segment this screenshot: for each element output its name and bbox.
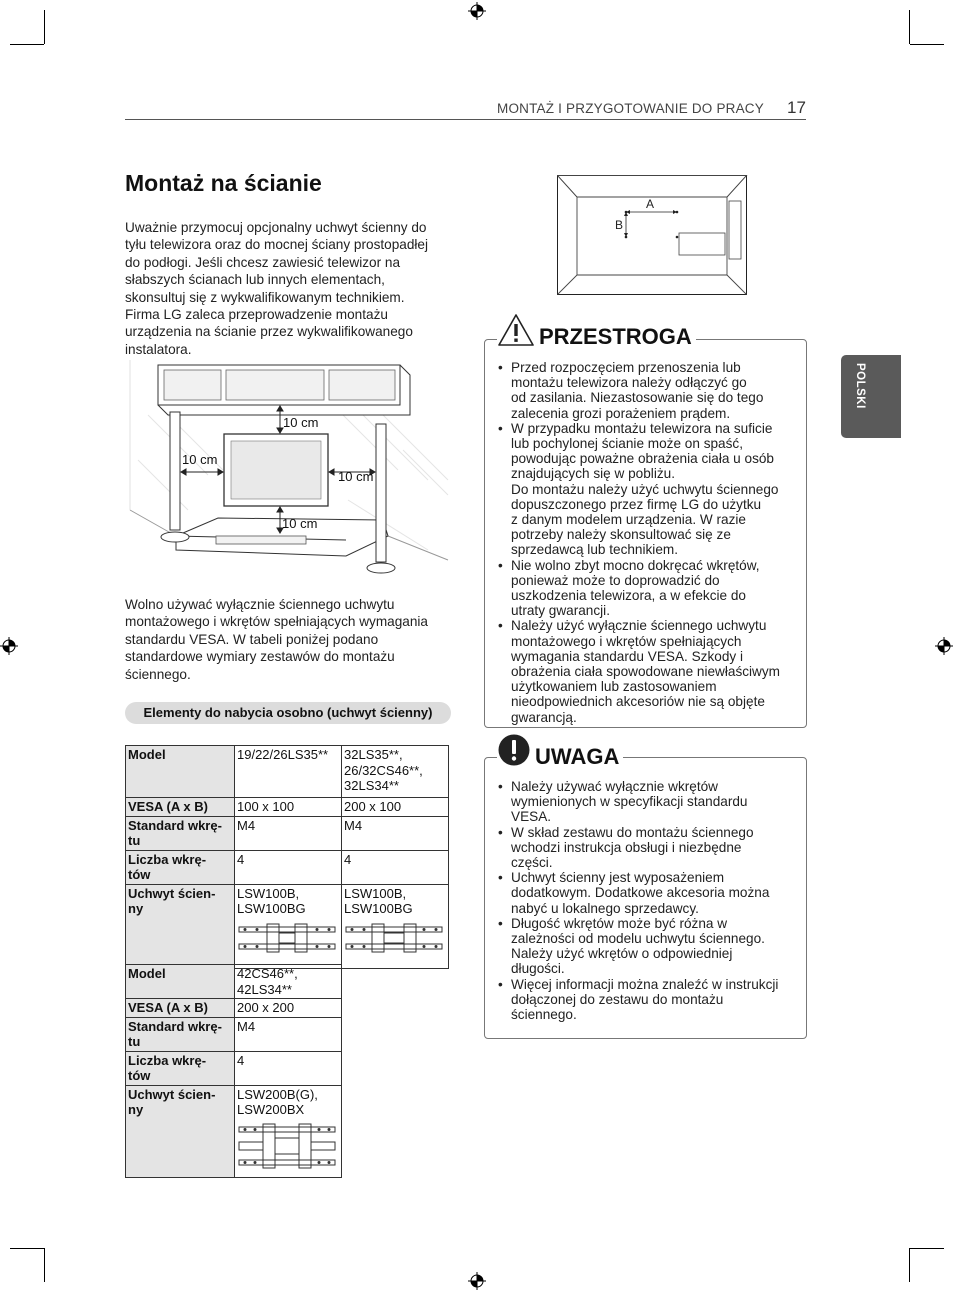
page-number: 17	[787, 98, 806, 117]
screw-count-label: Liczba wkrę- tów	[126, 850, 235, 884]
screw-label: Standard wkrę- tu	[126, 1017, 235, 1051]
list-item: • Uchwyt ścienny jest wyposażeniem dodatkowym. Dodatkowe akcesoria można nabyć u lokalnego sprzedawcy.	[498, 870, 770, 916]
bracket-label: Uchwyt ścien- ny	[126, 884, 235, 968]
registration-mark-icon	[468, 1272, 486, 1290]
vesa-label: VESA (A x B)	[126, 999, 235, 1018]
optional-items-heading: Elementy do nabycia osobno (uchwyt ścienny)	[125, 702, 451, 724]
text-line: instalatora.	[125, 341, 192, 357]
list-item: • Nie wolno zbyt mocno dokręcać wkrętów, ponieważ może to doprowadzić do uszkodzenia telewizora, a w efekcie do utraty gwarancji.	[498, 557, 760, 619]
text-line: tyłu telewizora oraz do mocnej ściany prostopadłej	[125, 237, 428, 253]
wall-bracket-icon	[344, 921, 444, 955]
list-item: • W przypadku montażu telewizora na suficie lub pochylonej ścianie może on spaść, powodując poważne obrażenia ciała u osób znajdujących się w pobliżu. Do montażu należy użyć uchwytu ściennego dopuszczonego przez firmę LG do użytku z danym modelem urządzenia. W razie potrzeby należy skonsultować się ze sprzedawcą lub technikiem.	[498, 420, 779, 558]
wall-mount-clearance-diagram	[128, 360, 450, 582]
caution-list	[498, 360, 798, 725]
vesa-label: VESA (A x B)	[126, 798, 235, 817]
crop-mark	[910, 1248, 944, 1249]
text-line: Uważnie przymocuj opcjonalny uchwyt ścienny do	[125, 220, 427, 235]
vesa-paragraph	[125, 596, 455, 683]
spec-table-2	[125, 964, 342, 1178]
wall-bracket-icon	[237, 921, 337, 955]
clearance-left-label: 10 cm	[182, 452, 218, 467]
bracket-label: Uchwyt ścien- ny	[126, 1085, 235, 1177]
screw-value: M4	[235, 816, 342, 850]
language-tab-label: POLSKI	[854, 363, 866, 409]
model-value: 42CS46**, 42LS34**	[235, 965, 342, 999]
crop-mark	[909, 1248, 910, 1282]
model-label: Model	[126, 965, 235, 999]
screw-value: M4	[342, 816, 449, 850]
intro-paragraph	[125, 219, 455, 358]
text-line: standardowe wymiary zestawów do montażu	[125, 649, 395, 665]
screw-count-value: 4	[235, 850, 342, 884]
vesa-value: 100 x 100	[235, 798, 342, 817]
warning-triangle-icon	[497, 313, 535, 347]
crop-mark	[909, 10, 910, 44]
dimension-a-label: A	[646, 197, 655, 211]
screw-value: M4	[235, 1017, 342, 1051]
page-title: Montaż na ścianie	[125, 170, 322, 196]
section-header: MONTAŻ I PRZYGOTOWANIE DO PRACY	[497, 101, 764, 116]
model-value: 32LS35**, 26/32CS46**, 32LS34**	[342, 746, 449, 798]
clearance-right-label: 10 cm	[338, 469, 374, 484]
screw-label: Standard wkrę- tu	[126, 816, 235, 850]
note-title: UWAGA	[531, 744, 623, 770]
note-list	[498, 779, 798, 1022]
text-line: Wolno używać wyłącznie ściennego uchwytu	[125, 597, 395, 612]
tv-back-vesa-diagram	[557, 175, 748, 297]
crop-mark	[10, 44, 44, 45]
header-rule	[125, 119, 806, 120]
bracket-value: LSW100B, LSW100BG	[342, 884, 449, 968]
clearance-bottom-label: 10 cm	[282, 516, 318, 531]
spec-table-1	[125, 745, 449, 969]
list-item: • Długość wkrętów może być różna w zależności od modelu uchwytu ściennego. Należy użyć wkrętów o odpowiedniej długości.	[498, 915, 765, 977]
screw-count-value: 4	[235, 1051, 342, 1085]
vesa-value: 200 x 100	[342, 798, 449, 817]
bracket-value: LSW200B(G), LSW200BX	[235, 1085, 342, 1177]
text-line: skonsultuj się z wykwalifikowanym technikiem.	[125, 289, 405, 305]
registration-mark-icon	[935, 637, 953, 655]
text-line: Firma LG zaleca przeprowadzenie montażu	[125, 307, 388, 323]
text-line: słabszych ścianach lub innych elementach,	[125, 272, 385, 288]
text-line: standardu VESA. W tabeli poniżej podano	[125, 631, 379, 647]
caution-title: PRZESTROGA	[535, 324, 696, 350]
model-label: Model	[126, 746, 235, 798]
list-item: • Więcej informacji można znaleźć w instrukcji dołączonej do zestawu do montażu ściennego.	[498, 976, 779, 1023]
screw-count-value: 4	[342, 850, 449, 884]
crop-mark	[44, 1248, 45, 1282]
text-line: urządzenia na ścianie przez wykwalifikowanego	[125, 324, 413, 340]
list-item: • W skład zestawu do montażu ściennego wchodzi instrukcja obsługi i niezbędne części.	[498, 824, 754, 871]
crop-mark	[44, 10, 45, 44]
wall-bracket-icon	[237, 1122, 337, 1170]
model-value: 19/22/26LS35**	[235, 746, 342, 798]
text-line: ściennego.	[125, 666, 191, 682]
registration-mark-icon	[468, 2, 486, 20]
dimension-b-label: B	[615, 218, 624, 232]
crop-mark	[10, 1248, 44, 1249]
list-item: • Należy użyć wyłącznie ściennego uchwytu montażowego i wkrętów spełniających wymagania standardu VESA. Szkody i obrażenia ciała spowodowane niewłaściwym użytkowaniem lub zastosowaniem nieodpowiednich akcesoriów nie są objęte gwarancją.	[498, 618, 780, 725]
language-tab	[841, 355, 901, 438]
registration-mark-icon	[0, 637, 18, 655]
bracket-value: LSW100B, LSW100BG	[235, 884, 342, 968]
vesa-value: 200 x 200	[235, 999, 342, 1018]
text-line: do podłogi. Jeśli chcesz zawiesić telewizor na	[125, 254, 401, 270]
screw-count-label: Liczba wkrę- tów	[126, 1051, 235, 1085]
crop-mark	[910, 44, 944, 45]
text-line: montażowego i wkrętów spełniających wymagania	[125, 614, 428, 630]
list-item: • Należy używać wyłącznie wkrętów wymienionych w specyfikacji standardu VESA.	[498, 779, 748, 825]
exclamation-circle-icon	[497, 733, 531, 767]
clearance-top-label: 10 cm	[283, 415, 319, 430]
list-item: • Przed rozpoczęciem przenoszenia lub montażu telewizora należy odłączyć go od zasilania. Niezastosowanie się do tego zalecenia grozi porażeniem prądem.	[498, 360, 764, 421]
